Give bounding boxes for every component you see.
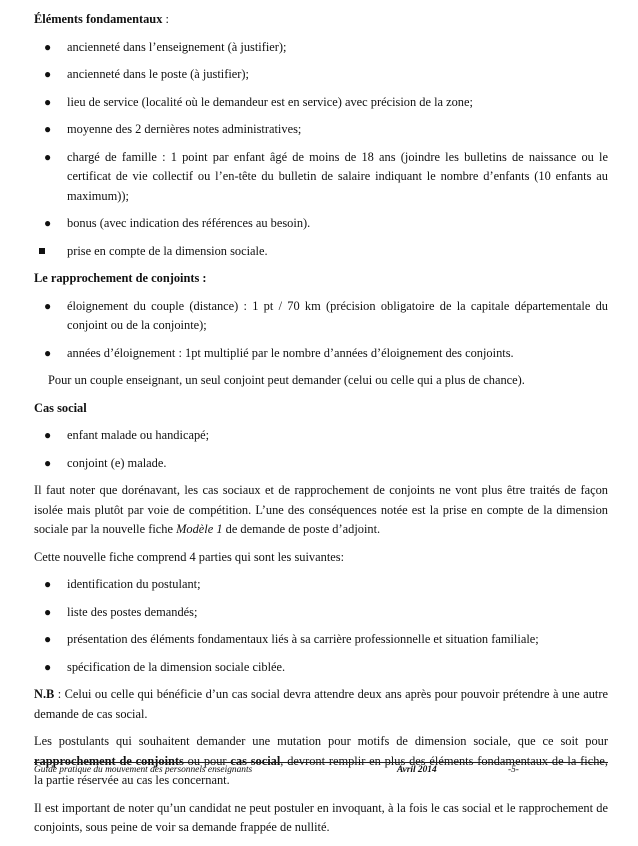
para-text: Il faut noter que dorénavant, les cas sociaux et de rapprochement de conjoints ne vont plus être traités de façon isolée mais plutôt par voie de compétition. L’une des conséquences notée est la prise en compte de la dimension sociale par la nouvelle fiche	[34, 483, 608, 536]
list-item	[34, 120, 608, 140]
list-item	[34, 65, 608, 85]
list-item-text: années d’éloignement : 1pt multiplié par le nombre d’années d’éloignement des conjoints.	[67, 345, 514, 360]
rapprochement-list	[34, 297, 608, 364]
bullet-dot-icon: ●	[44, 216, 52, 230]
cas-social-list	[34, 426, 608, 473]
list-item-text: chargé de famille : 1 point par enfant âgé de moins de 18 ans (joindre les bulletins de naissance ou le certificat de vie collectif ou l’en-tête du bulletin de salaire indiquant le nombre d’enfants (10 enfants au maximum));	[67, 149, 608, 203]
footer-date: Avril 2014	[397, 765, 437, 775]
page-number: -5-	[508, 765, 519, 775]
bullet-dot-icon: ●	[44, 345, 52, 360]
footer-divider	[34, 762, 608, 763]
document-page	[34, 10, 608, 846]
heading-colon: :	[162, 12, 169, 26]
fiche-parts-list	[34, 575, 608, 677]
bullet-dot-icon: ●	[44, 577, 52, 591]
list-item	[34, 93, 608, 113]
para-text: Les postulants qui souhaitent demander une mutation pour motifs de dimension sociale, que ce soit pour	[34, 734, 608, 748]
elements-list	[34, 38, 608, 262]
model-reference: Modèle 1	[176, 522, 223, 536]
list-item-text: bonus (avec indication des références au besoin).	[67, 216, 311, 230]
list-item	[34, 297, 608, 336]
section-heading-cas-social: Cas social	[34, 400, 87, 415]
para-text: : Celui ou celle qui bénéficie d’un cas social devra attendre deux ans après pour pouvoir prétendre à une autre demande de cas social.	[34, 687, 608, 721]
bullet-dot-icon: ●	[44, 67, 52, 81]
list-item	[34, 426, 608, 446]
list-item-text: ancienneté dans le poste (à justifier);	[67, 67, 249, 81]
list-item-text: identification du postulant;	[67, 577, 201, 591]
list-item-text: conjoint (e) malade.	[67, 455, 167, 470]
list-item	[34, 344, 608, 364]
list-item	[34, 454, 608, 474]
bullet-dot-icon: ●	[44, 298, 52, 313]
footer-title: Guide pratique du mouvement des personnels enseignants	[34, 765, 253, 775]
list-item	[34, 658, 608, 678]
bullet-dot-icon: ●	[44, 428, 52, 442]
paragraph-competition	[34, 481, 608, 540]
list-item	[34, 38, 608, 58]
para-text: , devront remplir en plus des éléments fondamentaux de la fiche, la partie réservée au cas les concernant.	[34, 753, 608, 787]
fiche-intro: Cette nouvelle fiche comprend 4 parties qui sont les suivantes:	[34, 549, 345, 564]
bullet-dot-icon: ●	[44, 39, 52, 54]
section-heading-elements	[34, 10, 608, 30]
bullet-dot-icon: ●	[44, 149, 52, 164]
bold-term: rapprochement de conjoints	[34, 753, 184, 768]
bullet-dot-icon: ●	[44, 455, 52, 470]
list-item	[34, 242, 608, 262]
list-item-text: lieu de service (localité où le demandeur est en service) avec précision de la zone;	[67, 94, 473, 109]
list-item-text: spécification de la dimension sociale ciblée.	[67, 659, 286, 674]
list-item-text: éloignement du couple (distance) : 1 pt / 70 km (précision obligatoire de la capitale départementale du conjoint ou de la conjointe);	[67, 298, 608, 332]
list-item	[34, 214, 608, 234]
list-item	[34, 603, 608, 623]
list-item-text: présentation des éléments fondamentaux liés à sa carrière professionnelle et situation familiale;	[67, 632, 539, 646]
list-item-text: liste des postes demandés;	[67, 604, 198, 619]
para-text: de demande de poste d’adjoint.	[222, 522, 381, 536]
para-text: ou pour	[183, 753, 231, 768]
bold-term: cas social	[230, 753, 281, 768]
list-item-text: ancienneté dans l’enseignement (à justifier);	[67, 39, 287, 54]
heading-text: Éléments fondamentaux	[34, 12, 163, 26]
bullet-dot-icon: ●	[44, 94, 52, 109]
bullet-dot-icon: ●	[44, 604, 52, 619]
rapprochement-note: Pour un couple enseignant, un seul conjoint peut demander (celui ou celle qui a plus de chance).	[48, 373, 525, 387]
list-item-text: prise en compte de la dimension sociale.	[67, 243, 268, 258]
list-item	[34, 630, 608, 650]
bullet-dot-icon: ●	[44, 659, 52, 674]
nb-note	[34, 685, 608, 724]
paragraph-nullite: Il est important de noter qu’un candidat ne peut postuler en invoquant, à la fois le cas social et le rapprochement de conjoints, sous peine de voir sa demande frappée de nullité.	[34, 800, 608, 834]
nb-label: N.B	[34, 687, 55, 701]
bullet-dot-icon: ●	[44, 122, 52, 136]
list-item-text: moyenne des 2 dernières notes administratives;	[67, 122, 302, 136]
list-item	[34, 148, 608, 207]
list-item	[34, 575, 608, 595]
square-bullet-icon	[39, 248, 45, 254]
section-heading-rapprochement: Le rapprochement de conjoints :	[34, 271, 207, 285]
bullet-dot-icon: ●	[44, 632, 52, 646]
list-item-text: enfant malade ou handicapé;	[67, 428, 210, 442]
